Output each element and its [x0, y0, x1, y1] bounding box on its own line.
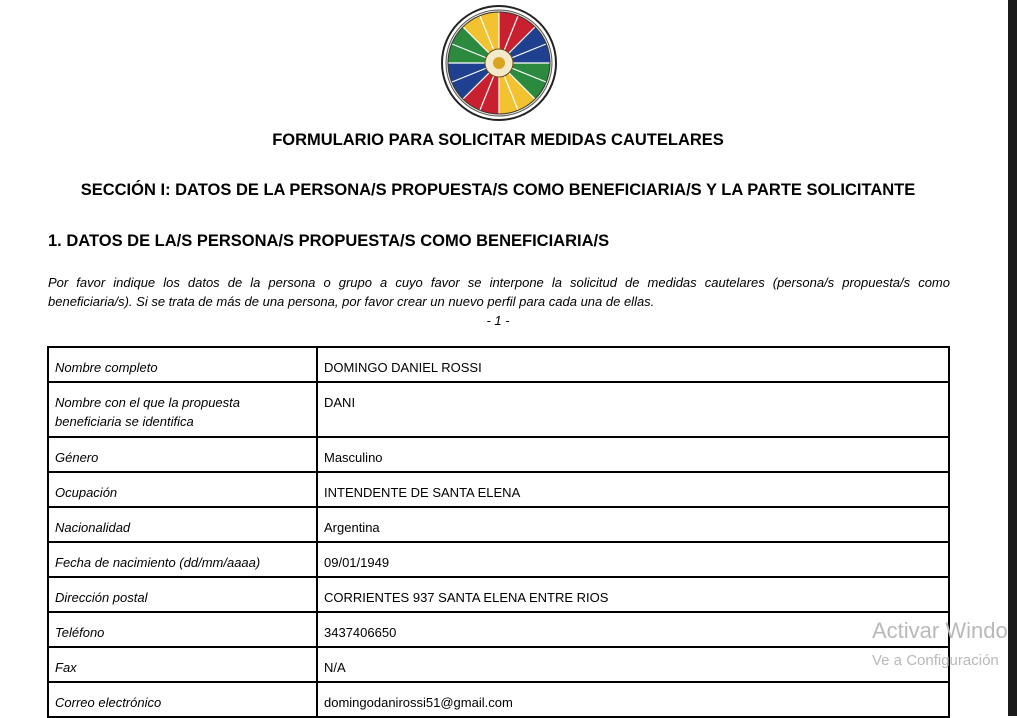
- table-row: [48, 682, 949, 717]
- table-row: [48, 612, 949, 647]
- table-row: [48, 577, 949, 612]
- intro-text-line2: beneficiaria/s). Si se trata de más de una persona, por favor crear un nuevo perfil para cada una de ellas.: [48, 294, 655, 309]
- table-row: [48, 382, 949, 437]
- field-value[interactable]: N/A: [317, 647, 949, 682]
- windows-activation-watermark: [872, 618, 1008, 669]
- field-value[interactable]: 3437406650: [317, 612, 949, 647]
- field-value[interactable]: CORRIENTES 937 SANTA ELENA ENTRE RIOS: [317, 577, 949, 612]
- field-label: Fecha de nacimiento (dd/mm/aaaa): [48, 542, 317, 577]
- watermark-line1: Activar Windo: [872, 618, 1008, 643]
- field-label: Nombre completo: [48, 347, 317, 382]
- watermark-line2: Ve a Configuración: [872, 652, 999, 669]
- field-value[interactable]: domingodanirossi51@gmail.com: [317, 682, 949, 717]
- table-row: [48, 472, 949, 507]
- field-label: Dirección postal: [48, 577, 317, 612]
- intro-text-line1: Por favor indique los datos de la persona o grupo a cuyo favor se interpone la solicitud de medidas cautelares (persona/s propuesta/s como: [48, 275, 950, 290]
- oas-seal-logo: [440, 4, 558, 122]
- field-value[interactable]: DANI: [317, 382, 949, 437]
- beneficiary-data-table: [47, 346, 950, 718]
- subsection-heading: 1. DATOS DE LA/S PERSONA/S PROPUESTA/S COMO BENEFICIARIA/S: [48, 232, 610, 250]
- field-value[interactable]: DOMINGO DANIEL ROSSI: [317, 347, 949, 382]
- field-value[interactable]: 09/01/1949: [317, 542, 949, 577]
- field-label: Teléfono: [48, 612, 317, 647]
- field-value[interactable]: Argentina: [317, 507, 949, 542]
- field-label: Correo electrónico: [48, 682, 317, 717]
- field-label: Nacionalidad: [48, 507, 317, 542]
- table-row: [48, 542, 949, 577]
- window-edge: [1008, 0, 1017, 716]
- table-row: [48, 437, 949, 472]
- field-label: Género: [48, 437, 317, 472]
- table-row: [48, 507, 949, 542]
- section-heading: SECCIÓN I: DATOS DE LA PERSONA/S PROPUESTA/S COMO BENEFICIARIA/S Y LA PARTE SOLICITANTE: [80, 181, 916, 199]
- field-label: Fax: [48, 647, 317, 682]
- field-label: Nombre con el que la propuesta beneficiaria se identifica: [48, 382, 317, 437]
- field-label: Ocupación: [48, 472, 317, 507]
- table-row: [48, 347, 949, 382]
- page-number: - 1 -: [486, 313, 510, 328]
- form-title: FORMULARIO PARA SOLICITAR MEDIDAS CAUTELARES: [272, 131, 724, 149]
- field-value[interactable]: INTENDENTE DE SANTA ELENA: [317, 472, 949, 507]
- field-value[interactable]: Masculino: [317, 437, 949, 472]
- table-row: [48, 647, 949, 682]
